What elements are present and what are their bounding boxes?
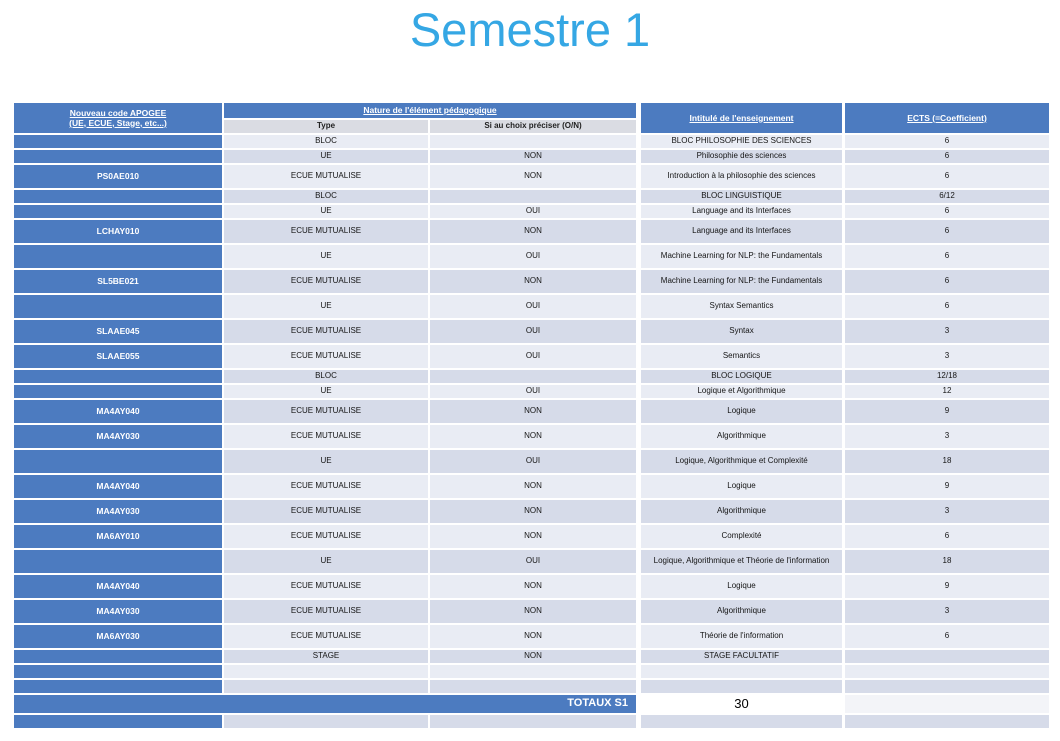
cell-ects [844,665,1049,678]
cell-type: UE [224,205,428,218]
totals-label: TOTAUX S1 [14,695,636,713]
cell-type [224,680,428,693]
cell-choix: NON [430,150,636,163]
cell-ects: 18 [844,550,1049,573]
cell-choix: NON [430,600,636,623]
cell-ects: 12 [844,385,1049,398]
cell-type: STAGE [224,650,428,663]
cell-intitule: Language and its Interfaces [638,205,842,218]
program-table [14,103,1049,728]
cell-choix [430,135,636,148]
cell-choix: NON [430,400,636,423]
cell-type: ECUE MUTUALISE [224,320,428,343]
cell-intitule: Complexité [638,525,842,548]
cell-ects: 6 [844,165,1049,188]
cell-type: ECUE MUTUALISE [224,345,428,368]
cell-intitule [638,665,842,678]
cell-choix: NON [430,500,636,523]
cell-choix: OUI [430,550,636,573]
cell-code: SLAAE045 [14,320,222,343]
cell-choix: OUI [430,205,636,218]
cell-code: MA4AY040 [14,575,222,598]
cell-choix [430,715,636,728]
cell-type: BLOC [224,190,428,203]
cell-code [14,680,222,693]
cell-type: ECUE MUTUALISE [224,400,428,423]
cell-choix: NON [430,650,636,663]
cell-intitule [638,680,842,693]
cell-intitule: BLOC LOGIQUE [638,370,842,383]
cell-ects [844,680,1049,693]
page-title: Semestre 1 [409,3,651,56]
cell-choix: NON [430,165,636,188]
cell-type: UE [224,385,428,398]
cell-intitule: Language and its Interfaces [638,220,842,243]
cell-code [14,150,222,163]
cell-ects: 6 [844,625,1049,648]
header-choix: Si au choix préciser (O/N) [430,120,636,133]
cell-code [14,205,222,218]
cell-ects [844,715,1049,728]
cell-ects: 12/18 [844,370,1049,383]
header-nature: Nature de l'élément pédagogique [224,103,636,118]
cell-code: MA6AY010 [14,525,222,548]
header-ects: ECTS (=Coefficient) [844,103,1049,133]
cell-code [14,715,222,728]
cell-choix [430,370,636,383]
cell-intitule: Machine Learning for NLP: the Fundamentals [638,270,842,293]
cell-intitule: Logique et Algorithmique [638,385,842,398]
cell-code [14,385,222,398]
cell-ects: 6 [844,270,1049,293]
cell-ects: 3 [844,500,1049,523]
header-intitule: Intitulé de l'enseignement [638,103,842,133]
cell-ects: 9 [844,400,1049,423]
cell-intitule: Philosophie des sciences [638,150,842,163]
cell-code: SLAAE055 [14,345,222,368]
cell-code [14,650,222,663]
cell-type: ECUE MUTUALISE [224,220,428,243]
cell-ects: 6 [844,205,1049,218]
cell-intitule [638,715,842,728]
cell-intitule: Logique [638,575,842,598]
cell-ects: 6 [844,245,1049,268]
cell-choix: OUI [430,450,636,473]
cell-code [14,665,222,678]
cell-intitule: Théorie de l'information [638,625,842,648]
cell-code [14,295,222,318]
cell-choix: NON [430,475,636,498]
cell-intitule: Logique, Algorithmique et Complexité [638,450,842,473]
cell-code: MA4AY030 [14,600,222,623]
cell-intitule: Syntax Semantics [638,295,842,318]
cell-type: ECUE MUTUALISE [224,475,428,498]
cell-choix [430,665,636,678]
header-type: Type [224,120,428,133]
header-code-line2: (UE, ECUE, Stage, etc...) [69,117,167,128]
cell-code: MA4AY030 [14,425,222,448]
cell-ects: 6 [844,150,1049,163]
cell-intitule: Logique, Algorithmique et Théorie de l'information [638,550,842,573]
cell-type: UE [224,245,428,268]
cell-code: SL5BE021 [14,270,222,293]
cell-ects: 6/12 [844,190,1049,203]
cell-intitule: Algorithmique [638,500,842,523]
cell-intitule: Semantics [638,345,842,368]
cell-ects: 3 [844,320,1049,343]
cell-code [14,370,222,383]
cell-ects: 6 [844,295,1049,318]
cell-code: MA4AY040 [14,475,222,498]
cell-type: ECUE MUTUALISE [224,500,428,523]
cell-ects: 6 [844,135,1049,148]
cell-code: MA6AY030 [14,625,222,648]
cell-choix: OUI [430,320,636,343]
cell-choix: OUI [430,345,636,368]
cell-intitule: STAGE FACULTATIF [638,650,842,663]
cell-ects [844,650,1049,663]
cell-type: UE [224,550,428,573]
cell-code: PS0AE010 [14,165,222,188]
cell-ects: 3 [844,345,1049,368]
header-code-column [14,103,222,133]
cell-intitule: Introduction à la philosophie des sciences [638,165,842,188]
cell-code [14,550,222,573]
cell-ects: 3 [844,600,1049,623]
cell-intitule: Logique [638,475,842,498]
cell-ects: 9 [844,575,1049,598]
cell-choix: OUI [430,245,636,268]
cell-type: ECUE MUTUALISE [224,600,428,623]
cell-ects: 6 [844,525,1049,548]
cell-type: UE [224,295,428,318]
cell-ects: 9 [844,475,1049,498]
cell-type: ECUE MUTUALISE [224,575,428,598]
cell-ects: 3 [844,425,1049,448]
cell-type: ECUE MUTUALISE [224,425,428,448]
cell-type: ECUE MUTUALISE [224,625,428,648]
cell-code [14,245,222,268]
cell-code [14,450,222,473]
cell-type: UE [224,450,428,473]
cell-intitule: Logique [638,400,842,423]
cell-code [14,135,222,148]
cell-choix [430,680,636,693]
cell-intitule: BLOC PHILOSOPHIE DES SCIENCES [638,135,842,148]
cell-choix: NON [430,220,636,243]
totals-ects-cell [844,695,1049,713]
cell-ects: 6 [844,220,1049,243]
cell-ects: 18 [844,450,1049,473]
cell-choix: OUI [430,295,636,318]
cell-choix: NON [430,575,636,598]
cell-type: BLOC [224,135,428,148]
cell-type [224,715,428,728]
cell-code [14,190,222,203]
cell-intitule: Algorithmique [638,425,842,448]
cell-choix [430,190,636,203]
cell-intitule: Syntax [638,320,842,343]
cell-type: ECUE MUTUALISE [224,165,428,188]
cell-type: UE [224,150,428,163]
cell-intitule: BLOC LINGUISTIQUE [638,190,842,203]
cell-choix: NON [430,270,636,293]
cell-intitule: Algorithmique [638,600,842,623]
cell-intitule: Machine Learning for NLP: the Fundamentals [638,245,842,268]
cell-choix: NON [430,425,636,448]
cell-choix: NON [430,525,636,548]
cell-type: ECUE MUTUALISE [224,525,428,548]
cell-choix: OUI [430,385,636,398]
cell-code: MA4AY030 [14,500,222,523]
cell-type: BLOC [224,370,428,383]
cell-choix: NON [430,625,636,648]
header-code-line1: Nouveau code APOGEE [69,107,167,118]
cell-code: MA4AY040 [14,400,222,423]
cell-type [224,665,428,678]
cell-type: ECUE MUTUALISE [224,270,428,293]
cell-code: LCHAY010 [14,220,222,243]
totals-value: 30 [638,695,842,713]
